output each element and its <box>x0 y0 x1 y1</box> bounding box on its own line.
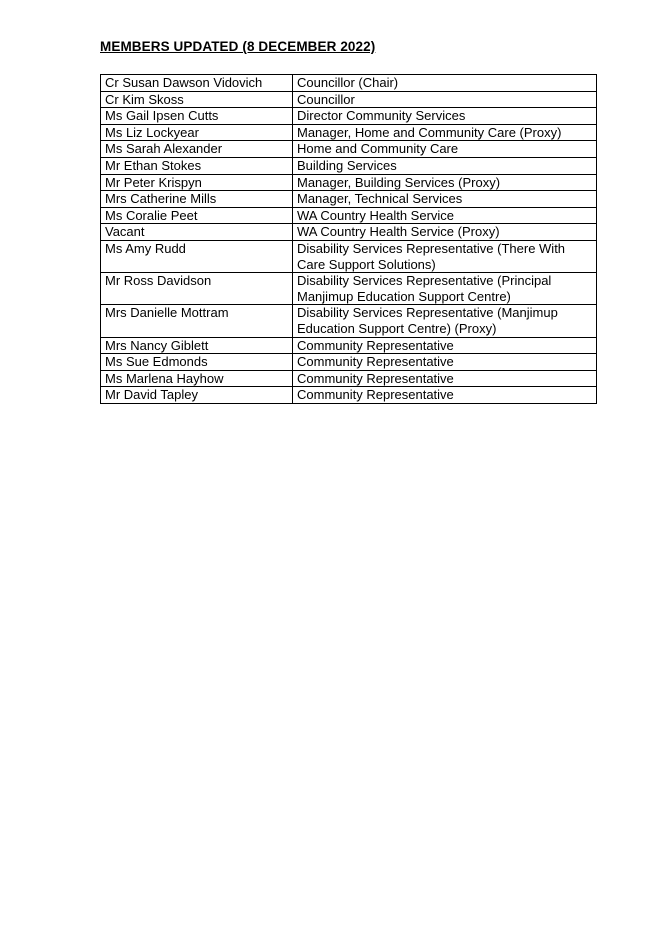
table-row <box>101 91 597 108</box>
member-role-cell: Councillor <box>293 91 597 108</box>
member-role-cell: Director Community Services <box>293 108 597 125</box>
table-row <box>101 240 597 272</box>
table-row <box>101 75 597 92</box>
member-role-cell: WA Country Health Service <box>293 207 597 224</box>
member-name-cell: Cr Susan Dawson Vidovich <box>101 75 293 92</box>
table-row <box>101 207 597 224</box>
member-role-cell: Manager, Building Services (Proxy) <box>293 174 597 191</box>
member-role-cell: Manager, Home and Community Care (Proxy) <box>293 124 597 141</box>
table-row <box>101 157 597 174</box>
table-row <box>101 141 597 158</box>
member-name-cell: Mrs Catherine Mills <box>101 191 293 208</box>
member-name-cell: Mrs Nancy Giblett <box>101 337 293 354</box>
member-name-cell: Ms Liz Lockyear <box>101 124 293 141</box>
member-role-cell: Councillor (Chair) <box>293 75 597 92</box>
member-role-cell: Community Representative <box>293 354 597 371</box>
member-name-cell: Ms Sarah Alexander <box>101 141 293 158</box>
page-title: MEMBERS UPDATED (8 DECEMBER 2022) <box>100 39 376 54</box>
member-name-cell: Ms Marlena Hayhow <box>101 370 293 387</box>
member-role-cell: Disability Services Representative (Principal Manjimup Education Support Centre) <box>293 273 597 305</box>
table-row <box>101 337 597 354</box>
member-name-cell: Vacant <box>101 224 293 241</box>
members-table <box>100 74 597 404</box>
member-name-cell: Ms Gail Ipsen Cutts <box>101 108 293 125</box>
member-role-cell: Community Representative <box>293 337 597 354</box>
member-role-cell: WA Country Health Service (Proxy) <box>293 224 597 241</box>
table-row <box>101 108 597 125</box>
table-row <box>101 224 597 241</box>
members-table-body <box>101 75 597 404</box>
table-row <box>101 174 597 191</box>
document-page <box>100 39 578 404</box>
member-name-cell: Mrs Danielle Mottram <box>101 305 293 337</box>
member-role-cell: Building Services <box>293 157 597 174</box>
member-name-cell: Mr Ethan Stokes <box>101 157 293 174</box>
member-name-cell: Ms Sue Edmonds <box>101 354 293 371</box>
table-row <box>101 305 597 337</box>
member-role-cell: Home and Community Care <box>293 141 597 158</box>
table-row <box>101 124 597 141</box>
member-role-cell: Manager, Technical Services <box>293 191 597 208</box>
table-row <box>101 273 597 305</box>
member-name-cell: Mr Peter Krispyn <box>101 174 293 191</box>
member-role-cell: Community Representative <box>293 370 597 387</box>
table-row <box>101 387 597 404</box>
member-role-cell: Disability Services Representative (There With Care Support Solutions) <box>293 240 597 272</box>
member-role-cell: Disability Services Representative (Manjimup Education Support Centre) (Proxy) <box>293 305 597 337</box>
member-name-cell: Cr Kim Skoss <box>101 91 293 108</box>
member-name-cell: Mr David Tapley <box>101 387 293 404</box>
member-name-cell: Ms Coralie Peet <box>101 207 293 224</box>
member-name-cell: Mr Ross Davidson <box>101 273 293 305</box>
table-row <box>101 370 597 387</box>
member-role-cell: Community Representative <box>293 387 597 404</box>
table-row <box>101 191 597 208</box>
member-name-cell: Ms Amy Rudd <box>101 240 293 272</box>
table-row <box>101 354 597 371</box>
